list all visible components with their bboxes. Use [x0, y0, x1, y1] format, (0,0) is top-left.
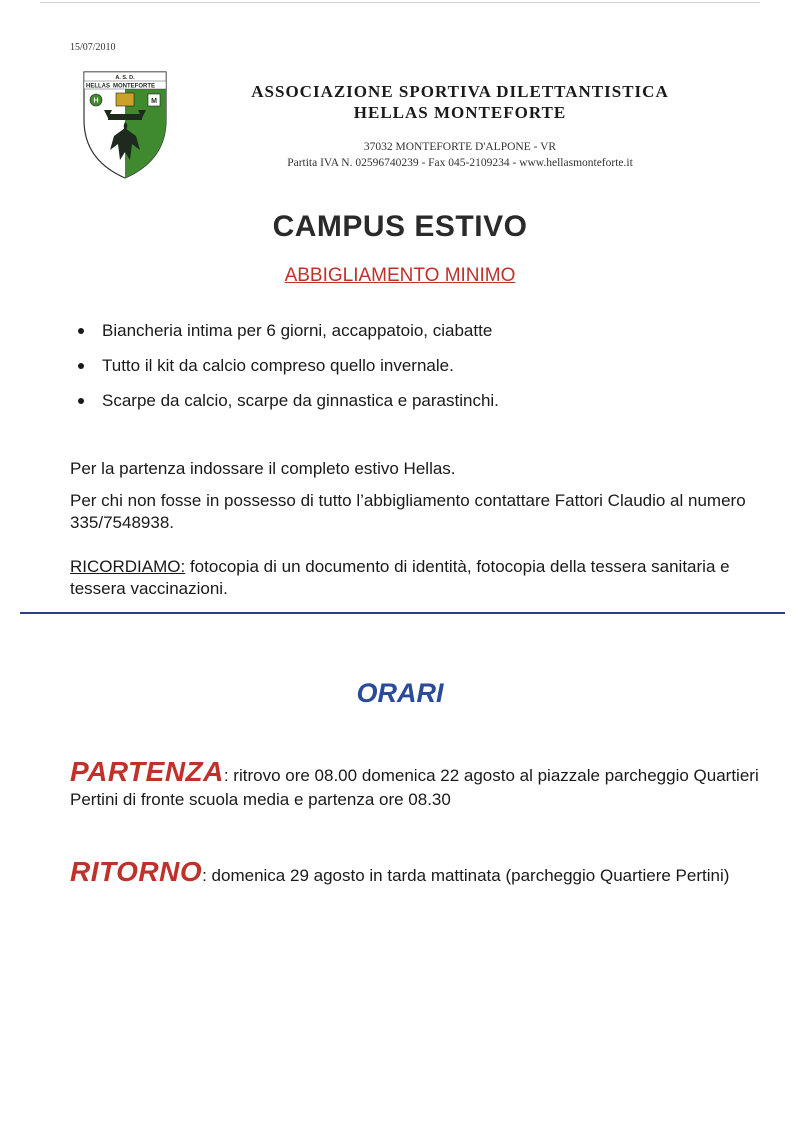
list-item	[72, 318, 499, 353]
document-date: 15/07/2010	[70, 42, 116, 53]
bullet-icon	[78, 398, 84, 404]
list-item-text: Scarpe da calcio, scarpe da ginnastica e parastinchi.	[102, 391, 499, 410]
return-info	[70, 856, 770, 888]
top-edge-line	[40, 2, 760, 3]
logo-letter-m: M	[151, 98, 157, 105]
page-title: CAMPUS ESTIVO	[272, 210, 528, 243]
logo-top-text: A. S. D.	[115, 75, 135, 81]
contact-note: Per chi non fosse in possesso di tutto l’abbigliamento contattare Fattori Claudio al numero 335/7548938.	[70, 491, 746, 532]
list-item	[72, 353, 499, 388]
clothing-list	[72, 318, 499, 423]
list-item-text: Biancheria intima per 6 giorni, accappatoio, ciabatte	[102, 321, 493, 340]
return-text: : domenica 29 agosto in tarda mattinata (parcheggio Quartiere Pertini)	[202, 866, 730, 885]
org-vat-contacts: Partita IVA N. 02596740239 - Fax 045-2109234 - www.hellasmonteforte.it	[287, 157, 633, 169]
club-crest-logo	[82, 70, 168, 180]
page-subtitle: ABBIGLIAMENTO MINIMO	[284, 265, 516, 286]
org-name-line1: ASSOCIAZIONE SPORTIVA DILETTANTISTICA	[251, 82, 669, 101]
section-divider	[20, 612, 785, 614]
departure-outfit-note: Per la partenza indossare il completo estivo Hellas.	[70, 459, 456, 478]
departure-text: : ritrovo ore 08.00 domenica 22 agosto al piazzale parcheggio Quartieri Pertini di fronte scuola media e partenza ore 08.30	[70, 766, 759, 809]
logo-letter-h: H	[93, 97, 99, 105]
org-name-line2: HELLAS MONTEFORTE	[353, 103, 567, 122]
reminder-text: fotocopia di un documento di identità, fotocopia della tessera sanitaria e tessera vaccinazioni.	[70, 557, 730, 598]
logo-name-left: HELLAS	[86, 83, 110, 90]
org-address: 37032 MONTEFORTE D'ALPONE - VR	[363, 141, 557, 153]
schedule-title: ORARI	[356, 678, 444, 708]
reminder-note	[70, 556, 750, 600]
logo-name-right: MONTEFORTE	[113, 83, 155, 90]
return-label: RITORNO	[70, 856, 203, 887]
bullet-icon	[78, 363, 84, 369]
departure-info	[70, 756, 770, 812]
reminder-label: RICORDIAMO:	[70, 557, 186, 576]
list-item	[72, 388, 499, 423]
departure-label: PARTENZA	[70, 756, 224, 787]
list-item-text: Tutto il kit da calcio compreso quello invernale.	[102, 356, 454, 375]
bullet-icon	[78, 328, 84, 334]
